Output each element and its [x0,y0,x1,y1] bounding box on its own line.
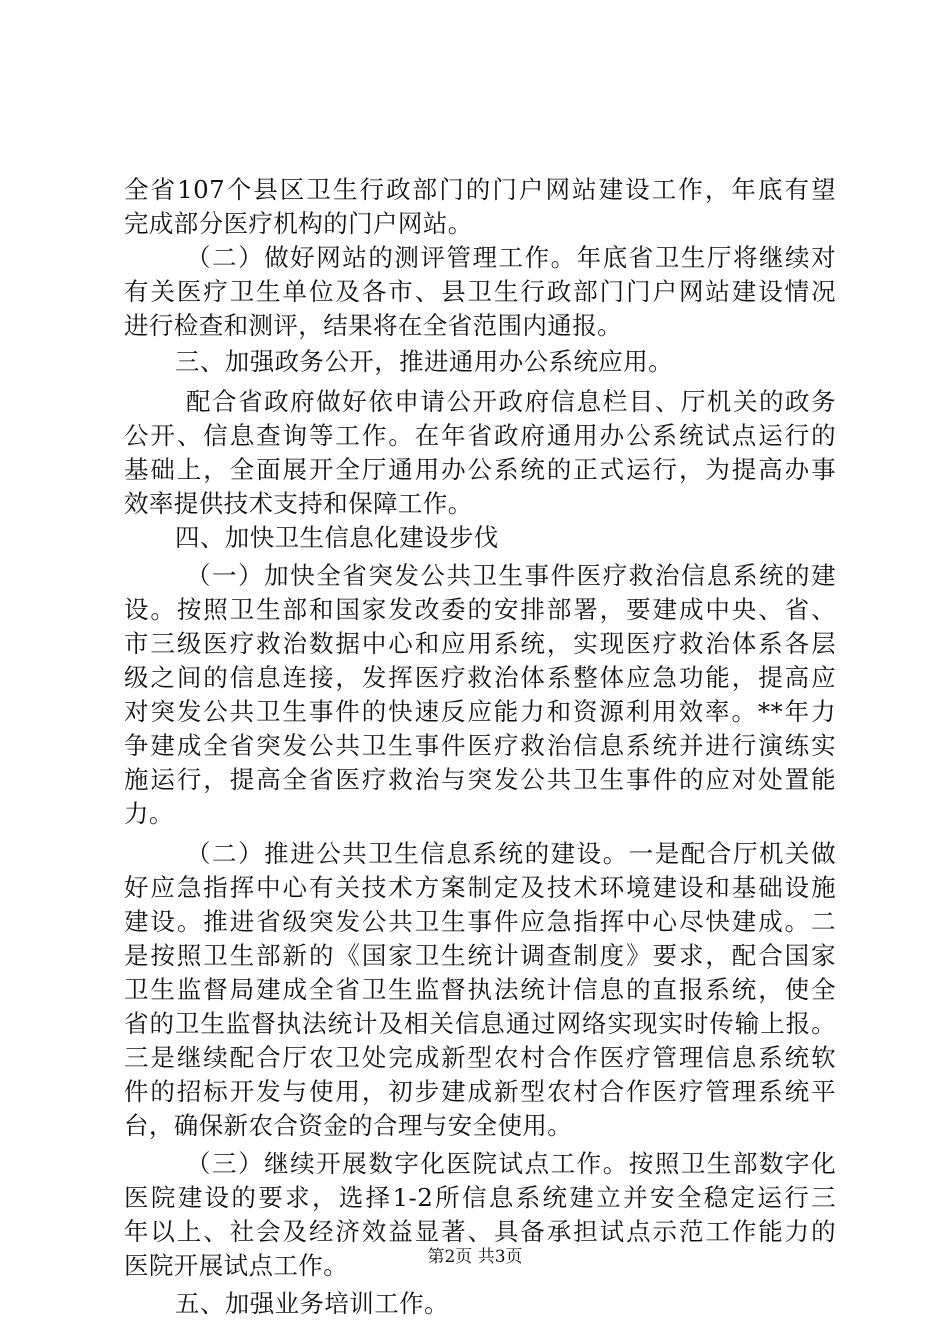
paragraph-line: 省的卫生监督执法统计及相关信息通过网络实现实时传输上报。 [124,1009,836,1038]
paragraph-line: 市三级医疗救治数据中心和应用系统，实现医疗救治体系各层 [124,629,836,658]
paragraph-line: 医院开展试点工作。 [124,1251,349,1280]
paragraph-line: （三）继续开展数字化医院试点工作。按照卫生部数字化 [186,1149,836,1178]
paragraph-line: 有关医疗卫生单位及各市、县卫生行政部门门户网站建设情况 [124,277,836,306]
paragraph-line: （一）加快全省突发公共卫生事件医疗救治信息系统的建 [186,561,836,590]
paragraph-line: 基础上，全面展开全厅通用办公系统的正式运行，为提高办事 [124,455,836,484]
paragraph-line: （二）做好网站的测评管理工作。年底省卫生厅将继续对 [186,243,836,272]
paragraph-line: 全省107个县区卫生行政部门的门户网站建设工作，年底有望 [124,175,836,204]
paragraph-line: 卫生监督局建成全省卫生监督执法统计信息的直报系统，使全 [124,975,836,1004]
paragraph-line: 三是继续配合厅农卫处完成新型农村合作医疗管理信息系统软 [124,1043,836,1072]
paragraph-line: 设。按照卫生部和国家发改委的安排部署，要建成中央、省、 [124,595,836,624]
page-number-footer: 第2页 共3页 [427,1247,523,1267]
paragraph-line: 力。 [124,799,174,828]
paragraph-line: 三、加强政务公开，推进通用办公系统应用。 [175,347,673,376]
paragraph-line: （二）推进公共卫生信息系统的建设。一是配合厅机关做 [186,839,836,868]
paragraph-line: 建设。推进省级突发公共卫生事件应急指挥中心尽快建成。二 [124,907,836,936]
paragraph-line: 完成部分医疗机构的门户网站。 [124,209,473,238]
paragraph-line: 对突发公共卫生事件的快速反应能力和资源利用效率。**年力 [124,697,836,726]
paragraph-line: 进行检查和测评，结果将在全省范围内通报。 [124,311,622,340]
paragraph-line: 年以上、社会及经济效益显著、具备承担试点示范工作能力的 [124,1217,836,1246]
paragraph-line: 效率提供技术支持和保障工作。 [124,489,473,518]
paragraph-line: 台，确保新农合资金的合理与安全使用。 [124,1111,573,1140]
paragraph-line: 四、加快卫生信息化建设步伐 [175,523,499,552]
paragraph-line: 施运行，提高全省医疗救治与突发公共卫生事件的应对处置能 [124,765,836,794]
paragraph-line: 件的招标开发与使用，初步建成新型农村合作医疗管理系统平 [124,1077,836,1106]
paragraph-line: 配合省政府做好依申请公开政府信息栏目、厅机关的政务 [186,387,836,416]
paragraph-line: 争建成全省突发公共卫生事件医疗救治信息系统并进行演练实 [124,731,836,760]
paragraph-line: 好应急指挥中心有关技术方案制定及技术环境建设和基础设施 [124,873,836,902]
paragraph-line: 医院建设的要求，选择1-2所信息系统建立并安全稳定运行三 [124,1183,836,1212]
paragraph-line: 级之间的信息连接，发挥医疗救治体系整体应急功能，提高应 [124,663,836,692]
paragraph-line: 是按照卫生部新的《国家卫生统计调查制度》要求，配合国家 [124,941,836,970]
paragraph-line: 公开、信息查询等工作。在年省政府通用办公系统试点运行的 [124,421,836,450]
paragraph-line: 五、加强业务培训工作。 [175,1289,449,1318]
